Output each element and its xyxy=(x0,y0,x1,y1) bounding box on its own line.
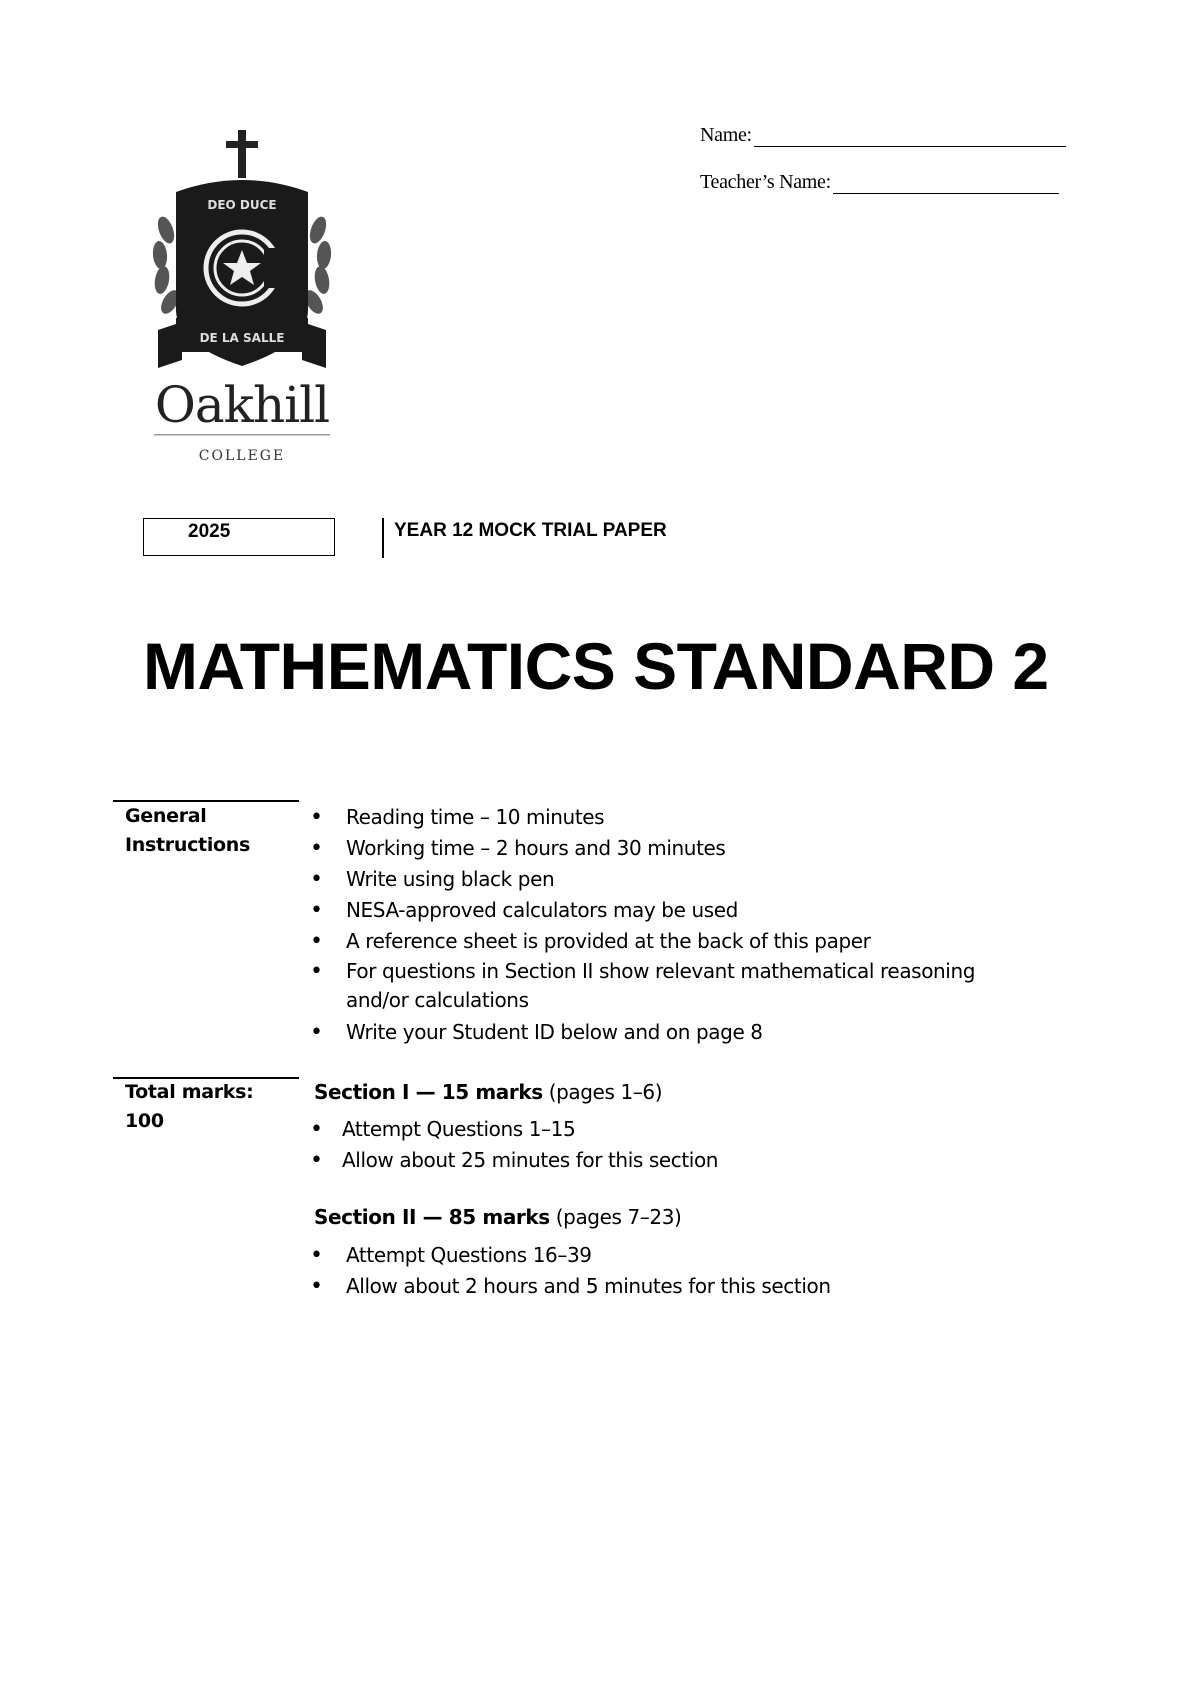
school-sub: COLLEGE xyxy=(198,448,286,464)
section-2-heading: Section II — 85 marks (pages 7–23) xyxy=(314,1205,682,1229)
total-marks-label: Total marks: 100 xyxy=(125,1081,254,1132)
general-instructions-list xyxy=(346,802,1006,1048)
list-item: • A reference sheet is provided at the back of this paper xyxy=(346,926,1006,957)
name-label: Name: xyxy=(700,124,752,146)
student-name-field[interactable] xyxy=(700,124,1066,147)
crest-banner: DE LA SALLE xyxy=(199,331,285,345)
list-item: • Allow about 25 minutes for this section xyxy=(342,1145,1002,1176)
school-name: Oakhill xyxy=(154,376,330,434)
list-item: • For questions in Section II show relevant mathematical reasoning and/or calculations xyxy=(346,957,1006,1017)
list-item: • NESA-approved calculators may be used xyxy=(346,895,1006,926)
teacher-name-line[interactable] xyxy=(833,175,1059,194)
paper-type: YEAR 12 MOCK TRIAL PAPER xyxy=(394,520,667,541)
teacher-name-label: Teacher’s Name: xyxy=(700,171,831,193)
list-item: • Write using black pen xyxy=(346,864,1006,895)
school-crest-logo xyxy=(148,130,338,470)
section-2-list xyxy=(346,1240,1006,1302)
list-item: • Write your Student ID below and on page 8 xyxy=(346,1017,1006,1048)
list-item: • Allow about 2 hours and 5 minutes for this section xyxy=(346,1271,1006,1302)
divider xyxy=(382,518,384,558)
subject-title: MATHEMATICS STANDARD 2 xyxy=(143,629,1049,703)
name-line[interactable] xyxy=(754,128,1066,147)
teacher-name-field[interactable] xyxy=(700,171,1059,194)
year-box xyxy=(143,518,335,556)
paper-year: 2025 xyxy=(188,521,231,542)
section-1-list xyxy=(342,1114,1002,1176)
list-item: • Attempt Questions 1–15 xyxy=(342,1114,1002,1145)
section-1-heading: Section I — 15 marks (pages 1–6) xyxy=(314,1080,663,1104)
list-item: • Reading time – 10 minutes xyxy=(346,802,1006,833)
list-item: • Attempt Questions 16–39 xyxy=(346,1240,1006,1271)
list-item: • Working time – 2 hours and 30 minutes xyxy=(346,833,1006,864)
crest-motto: DEO DUCE xyxy=(207,198,277,212)
general-instructions-label: General Instructions xyxy=(125,805,251,856)
